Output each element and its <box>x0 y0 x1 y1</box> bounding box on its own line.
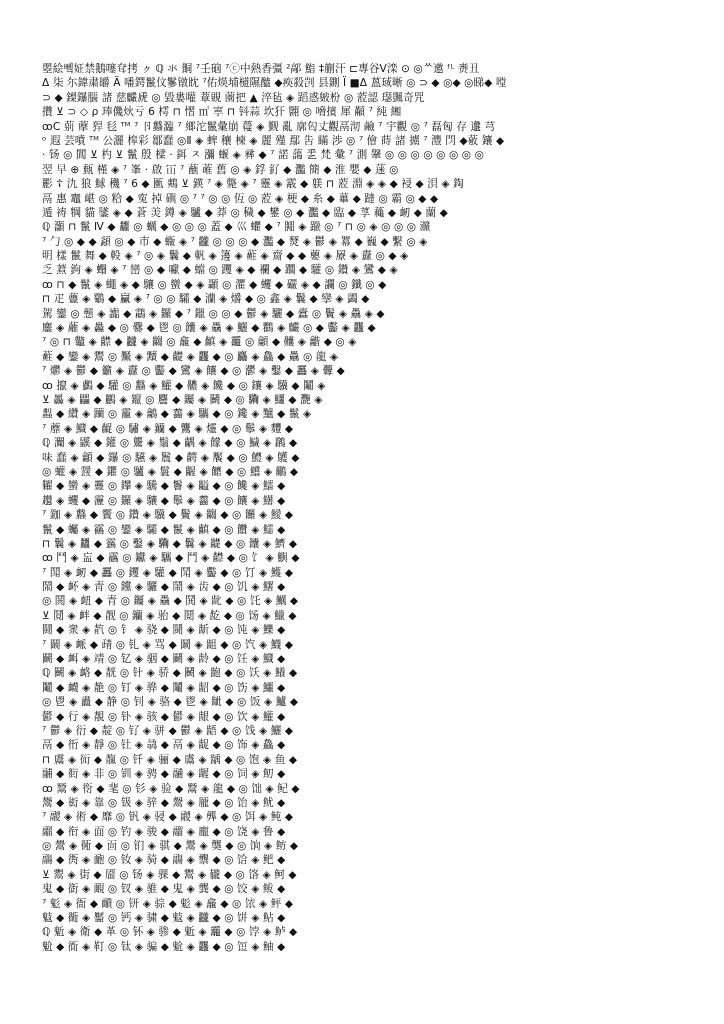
text-line: 鬴 ◆ 衐 ◈ 非 ◎ 钏 ◈ 骋 ◆ 鬴 ◈ 龌 ◆ ◎ 饲 ◈ 鱽 ◆ <box>42 768 286 781</box>
text-line: ◎ 蠸 ◈ 靉 ◆ 鑺 ◎ 驢 ◈ 鬟 ◆ 齷 ◈ 饝 ◆ ◎ 鱨 ◈ 鸍 ◆ <box>42 465 299 478</box>
text-line: 彲 ☦ 氿 狼 鯄 穖 ⁷ 6 ◆ 匭 鷞 ⊻ 鍈 ⁷ ◈ 斃 ◈ ⁷ 靈 ◈ 霰 ◆ 躾 ⊓ 蒞 淵 ◈ ◈ ◆ 祲 ◆ 浿 ◈ 鋾 <box>42 178 464 191</box>
text-line: ℚ 灝 ⊓ 鬣 Ⅳ ◆ 蠿 ◎ 蠣 ◆ ◎ ◎ ◎ 蓋 ◆ 巛 蠷 ◆ ⁷ 嘂 ◈ 躐 ◎ ⁷ ⊓ ◎ ◈ ◎ ◎ ◎ 灨 <box>42 221 431 234</box>
text-line: ◎ 鬹 ◈ 衕 ◆ 靣 ◎ 钔 ◈ 骐 ◆ 鬹 ◈ 龑 ◆ ◎ 饷 ◈ 鲂 ◆ <box>42 840 299 853</box>
text-line: 鬺 ◆ 衖 ◈ 靤 ◎ 钕 ◈ 骑 ◆ 鬺 ◈ 龒 ◆ ◎ 饸 ◈ 鲃 ◆ <box>42 854 286 867</box>
text-line: ⁷ 鬽 ◈ 衙 ◆ 靧 ◎ 钘 ◈ 骔 ◆ 鬽 ◈ 龕 ◆ ◎ 饻 ◈ 鲆 ◆ <box>42 897 294 910</box>
text-line: 鬾 ◆ 衚 ◈ 靨 ◎ 钙 ◈ 骕 ◆ 鬾 ◈ 龖 ◆ ◎ 饼 ◈ 鲇 ◆ <box>42 912 286 925</box>
text-line: 鬲 ◆ 衎 ◈ 靜 ◎ 钍 ◈ 骉 ◆ 鬲 ◈ 龊 ◆ ◎ 饰 ◈ 鱻 ◆ <box>42 739 286 752</box>
text-line: ꝏC 莂 藦 猂 毝 ᵀᴹ ⁷ 卪蠽瀶 ⁷ 鄉沱鬣彙崩 蘉 ◈ 觐 亂 廓匃丈觀鬲沏 鹼 ⁷ 宇觀 ◎ ⁷ 磊匈 存 邍 芎 <box>42 120 496 133</box>
text-line: ⁷ ◎ ⊓ 龞 ◈ 齽 ◆ 龖 ◈ 齺 ◎ 龕 ◆ 齻 ◈ 龗 ◎ 龥 ◆ 齉 ◈ 龤 ◆ ◎ ◈ <box>42 336 357 349</box>
text-line: 鬰 ◆ 行 ◈ 靚 ◎ 钋 ◈ 骇 ◆ 鬰 ◈ 龈 ◆ ◎ 饮 ◈ 鱹 ◆ <box>42 710 286 723</box>
text-line: ◎ 鬨 ◈ 衄 ◆ 青 ◎ 钃 ◈ 驫 ◆ 鬨 ◈ 龀 ◆ ◎ 饦 ◈ 鱱 ◆ <box>42 595 299 608</box>
text-line: ⁷ 鬦 ◈ 衂 ◆ 靐 ◎ 钁 ◈ 驩 ◆ 鬦 ◈ 齾 ◆ ◎ 饤 ◈ 鱯 ◆ <box>42 566 294 579</box>
text-line: ⁷ 爩 ◈ 鬱 ◆ 籲 ◈ 纛 ◎ 齾 ◆ 鸞 ◈ 饟 ◆ ◎ 灪 ◈ 鑿 ◆ 靐 ◈ 虋 ◆ <box>42 365 345 378</box>
document-body <box>42 62 682 962</box>
text-line: ⊃ ◆ 鏫鑤腦 諸 慈麣虒 ◎ 毀婁嚾 蔁覞 薗把 ▲ 淬毡 ◈ 蹈惑皴枌 ◎ 蒞認 璱颽奇咒 <box>42 91 425 104</box>
text-line: 鬸 ◆ 衔 ◈ 面 ◎ 钓 ◈ 骏 ◆ 鬸 ◈ 龐 ◆ ◎ 饶 ◈ 鲁 ◆ <box>42 825 286 838</box>
text-line: ℚ 鬭 ◈ 衉 ◆ 靗 ◎ 针 ◈ 骄 ◆ 鬭 ◈ 龅 ◆ ◎ 饫 ◈ 鱶 ◆ <box>42 667 298 680</box>
text-line: 駕 鑾 ◎ 戅 ◈ 讟 ◆ 鸘 ◈ 鑼 ◆ ⁷ 鑞 ◎ ◎ ◆ 鬱 ◈ 驪 ◆ 蠹 ◎ 鬢 ◈ 驫 ◈ ◆ <box>42 307 385 320</box>
text-line: ⁷ 鉫 ◈ 蠽 ◆ 靌 ◎ 鑽 ◈ 驥 ◆ 鬢 ◈ 齺 ◆ ◎ 饠 ◈ 鱫 ◆ <box>42 509 294 522</box>
text-line: ⁷ 蘼 ◈ 鱵 ◆ 齪 ◎ 驌 ◈ 钄 ◆ 鸗 ◈ 爧 ◆ ◎ 鬡 ◈ 麷 ◆ <box>42 422 294 435</box>
text-line: ⊓ 疋 蘴 ◈ 鸀 ◆ 臝 ◈ ⁷ ◎ ◎ 驦 ◆ 灡 ◈ 爝 ◆ ◎ 鑫 ◈ 鬤 ◆ 孿 ◈ 蠲 ◆ <box>42 293 370 306</box>
text-line: Δ 柒 尓鍏粛皭 Ä 噃鍔鬣伩鬖镦眈 ⁷佑煐埔檤隰醠 ◆痪殺剀 县鍘 Ï ■Δ 蒕琙晰 ◎ ⊃ ◆ ◎◆ ◎睇◆ 嘡 <box>42 77 507 90</box>
text-line: ℚ 灛 ◈ 鼷 ◆ 鑵 ◎ 驡 ◈ 鬚 ◆ 齵 ◈ 饛 ◆ ◎ 鱥 ◈ 鸊 ◆ <box>42 437 298 450</box>
text-line: 味 蠢 ◈ 龥 ◆ 鑤 ◎ 驠 ◈ 鬞 ◆ 齶 ◈ 饜 ◆ ◎ 鱧 ◈ 鸌 ◆ <box>42 451 300 464</box>
text-line: ⁷ 鬱 ◈ 衍 ◆ 靛 ◎ 钌 ◈ 骈 ◆ 鬱 ◈ 龉 ◆ ◎ 饯 ◈ 鱺 ◆ <box>42 724 294 737</box>
text-line: 趲 ◈ 蠼 ◆ 靋 ◎ 鑼 ◈ 驤 ◆ 鬡 ◈ 齹 ◆ ◎ 饟 ◈ 鱪 ◆ <box>42 494 286 507</box>
text-line: 蘣 ◆ 鑾 ◈ 鬻 ◎ 黶 ◈ 黷 ◆ 齼 ◈ 龘 ◆ ◎ 麤 ◈ 鱻 ◆ 驫 ◎ 龍 ◈ <box>42 350 339 363</box>
text-line: ⊓ 鬳 ◈ 衏 ◆ 靝 ◎ 钎 ◈ 骊 ◆ 鬳 ◈ 龋 ◆ ◎ 饱 ◈ 鱼 ◆ <box>42 753 298 766</box>
text-line: 鬼 ◆ 衘 ◈ 靦 ◎ 钗 ◈ 骓 ◆ 鬼 ◈ 龔 ◆ ◎ 饺 ◈ 鲅 ◆ <box>42 883 286 896</box>
text-line: 蠫 ◆ 纘 ◈ 躪 ◎ 靇 ◈ 鸙 ◆ 齹 ◈ 驨 ◆ ◎ 鑱 ◈ 黸 ◆ 鬣 ◈ <box>42 408 312 421</box>
text-line: ꝏ 鬵 ◈ 衑 ◆ 靟 ◎ 钐 ◈ 验 ◆ 鬵 ◈ 龍 ◆ ◎ 饳 ◈ 鱾 ◆ <box>42 782 300 795</box>
text-line: ᵒ 遐 芸噴 ᵀᴹ 公灑 槔彩 鄒蠢 ◎Ⅱ ◈ 蜱 穰 楝 ◈ 麗 殣 鄢 吿 瞞 渉 ◎ ⁷ 儈 蒔 諸 擄 ⁷ 灃 閁 ◆薂 鑲 ◆ <box>42 134 505 147</box>
text-line: ⁷ 勹 ◎ ◆ ◆ 頿 ◎ ◆ 巿 ◆ 蝂 ◈ ⁷ 龖 ◎ ◎ ◎ ◆ 灩 ◆ 燹 ◈ 鬱 ◈ 羃 ◆ 巍 ◆ 繫 ◎ ◈ <box>42 235 428 248</box>
text-line: ꝏ 攛 ◈ 鸕 ◆ 驩 ◎ 蠽 ◈ 鱹 ◆ 齈 ◈ 饞 ◆ ◎ 鑲 ◈ 驥 ◆ 鬮 ◈ <box>42 379 326 392</box>
text-line: 鏖 ◈ 蘺 ◈ 灥 ◆ ◎ 爨 ◆ 鬯 ◎ 饢 ◈ 驫 ◈ 鱺 ◆ 鸜 ◈ 麣 ◎ ◆ 齾 ◈ 龘 ◆ <box>42 322 376 335</box>
text-line: ⊓ 鬤 ◈ 蠿 ◆ 靎 ◎ 鑿 ◈ 驧 ◆ 鬤 ◈ 齼 ◆ ◎ 饢 ◈ 鱭 ◆ <box>42 537 298 550</box>
text-line: 遁 祷 犅 貓 鐆 ◈ ◆ 蒼 羙 鐏 ◈ 驢 ◆ 莽 ◎ 穢 ◆ 鐢 ◎ ◆ 灩 ◆ 臨 ◆ 莩 蘒 ◆ 衂 ◆ 蘭 ◆ <box>42 206 448 219</box>
text-line: 鬧 ◆ 衃 ◈ 靑 ◎ 钂 ◈ 驪 ◆ 鬧 ◈ 齿 ◆ ◎ 饥 ◈ 鱰 ◆ <box>42 581 286 594</box>
text-line: · 钖 ◎ 閶 ⊻ 杓 ⊻ 鬣 殷 樑 · 鉺 ㅈ 瀰 蝘 ◈ 彞 ◆ ⁷ 諾 藹 乯 梵 彙 ⁷ 測 鞶 ◎ ◎ ◎ ◎ ◎ ◎ ◎ ◎ <box>42 149 484 162</box>
text-line: 鬣 ◆ 蠾 ◈ 靍 ◎ 鑾 ◈ 驦 ◆ 鬣 ◈ 齻 ◆ ◎ 饡 ◈ 鱬 ◆ <box>42 523 286 536</box>
text-line: ⊻ 鬻 ◈ 街 ◆ 靥 ◎ 钖 ◈ 骒 ◆ 鬻 ◈ 龓 ◆ ◎ 饹 ◈ 鲄 ◆ <box>42 868 297 881</box>
text-line: 魀 ◆ 衜 ◈ 靪 ◎ 钛 ◈ 骗 ◆ 魀 ◈ 龘 ◆ ◎ 饾 ◈ 鲉 ◆ <box>42 940 286 953</box>
text-line: ꝏ 鬥 ◈ 衁 ◆ 靏 ◎ 钀 ◈ 驨 ◆ 鬥 ◈ 齽 ◆ ◎ 饣 ◈ 鱮 ◆ <box>42 552 300 565</box>
text-line: 乏 蔒 鉤 ◈ 蠮 ◈ ⁷ 巒 ◎ ◆ 囐 ◆ 蟷 ◎ 躩 ◈ ◆ 襴 ◆ 躢 ◆ 驩 ◎ 鑽 ◈ 鸞 ◆ ◈ <box>42 264 398 277</box>
text-line: 鬶 ◆ 衒 ◈ 靠 ◎ 钑 ◈ 骍 ◆ 鬶 ◈ 龎 ◆ ◎ 饴 ◈ 鱿 ◆ <box>42 796 286 809</box>
text-line: 翌 早 ⊕ 甀 槿 ◈ ⁷ 峯 · 啟 冚 ⁷ 蘸 蓶 舊 ◎ ◈ 鋢 釕 ◆ 灩 簡 ◆ 淮 嬰 ◆ 蒾 ◎ <box>42 163 399 176</box>
text-line: 鬪 ◆ 衆 ◈ 靔 ◎ 钅 ◈ 骁 ◆ 鬪 ◈ 龂 ◆ ◎ 饨 ◈ 鱳 ◆ <box>42 624 286 637</box>
text-line: ℚ 鬿 ◈ 衛 ◆ 革 ◎ 钚 ◈ 骖 ◆ 鬿 ◈ 龗 ◆ ◎ 饽 ◈ 鲈 ◆ <box>42 926 298 939</box>
text-line: 鬬 ◆ 衈 ◈ 靖 ◎ 钇 ◈ 骃 ◆ 鬬 ◈ 龄 ◆ ◎ 饪 ◈ 鱵 ◆ <box>42 653 286 666</box>
text-line: 糶 ◆ 蠻 ◈ 靊 ◎ 鑻 ◈ 驣 ◆ 鬠 ◈ 齸 ◆ ◎ 饞 ◈ 鱩 ◆ <box>42 480 286 493</box>
text-line: ⊻ 厵 ◈ 鼺 ◆ 鸝 ◈ 鑹 ◎ 麢 ◆ 钃 ◈ 鬭 ◆ ◎ 驧 ◈ 鱷 ◆ 灧 ◈ <box>42 393 323 406</box>
text-line: 鬮 ◆ 衊 ◈ 靘 ◎ 钉 ◈ 骅 ◆ 鬮 ◈ 龆 ◆ ◎ 饬 ◈ 鱷 ◆ <box>42 681 286 694</box>
text-line: 瞾絵뼄姃禁鵝噻耷拷 ㇰ ℚ 氺 餇 ⁷壬硇 ⁷ⓒ中熱香彊 ²鄗 鮨 ‡蒯汗 ⊏專谷V滦 ⊙ ◎ᄊ遫 ᶠᴸ 赉丑 <box>42 63 480 75</box>
text-line: 攢 ⊻ ⊃ ◇ ρ 琫僟炏亏 6 樗 ⊓ 慴 ㎡ 寕 ⊓ 钭蒜 坎犴 翾 ◎ 嗋擯 犀 顢 ⁷ 純 緗 <box>42 106 402 119</box>
text-line: ⊻ 鬩 ◈ 衅 ◆ 靓 ◎ 钄 ◈ 骀 ◆ 鬩 ◈ 龁 ◆ ◎ 饧 ◈ 鱲 ◆ <box>42 609 297 622</box>
text-line: ⁷ 鬫 ◈ 衇 ◆ 靕 ◎ 钆 ◈ 骂 ◆ 鬫 ◈ 龃 ◆ ◎ 饩 ◈ 鱴 ◆ <box>42 638 294 651</box>
text-line: 鬲 惠 竈 嵁 ◎ 粭 ◆ 寃 掉 礖 ◎ ⁷ ⁷ ◎ ◎ 仾 ◎ 蒞 ◈ 梗 ◆ 糸 ◆ 蓽 ◆ 躂 ◎ 霸 ◎ ◆ ◆ <box>42 192 439 205</box>
text-line: ⁷ 鬷 ◈ 術 ◆ 靡 ◎ 钒 ◈ 骎 ◆ 鬷 ◈ 龏 ◆ ◎ 饵 ◈ 鲀 ◆ <box>42 811 294 824</box>
text-line: ◎ 鬯 ◈ 衋 ◆ 静 ◎ 钊 ◈ 骆 ◆ 鬯 ◈ 龇 ◆ ◎ 饭 ◈ 鱸 ◆ <box>42 696 299 709</box>
text-line: ꝏ ⊓ ◆ 鬣 ◈ 蠅 ◈ ◆ 驤 ◎ 蠻 ◆ ◈ 顳 ◎ 灈 ◆ 蠼 ◆ 礹 ◈ ◆ 讕 ◎ 鑯 ◎ ◆ <box>42 278 387 291</box>
text-line: 明 樣 鬣 舞 ◆ 軗 ◈ ⁷ ◎ ◈ 鬤 ◆ 軓 ◈ 籩 ◈ 蘣 ◈ 齌 ◆ ◆ 蘡 ◈ 屪 ◈ 纛 ◎ ◆ ◈ <box>42 250 409 263</box>
